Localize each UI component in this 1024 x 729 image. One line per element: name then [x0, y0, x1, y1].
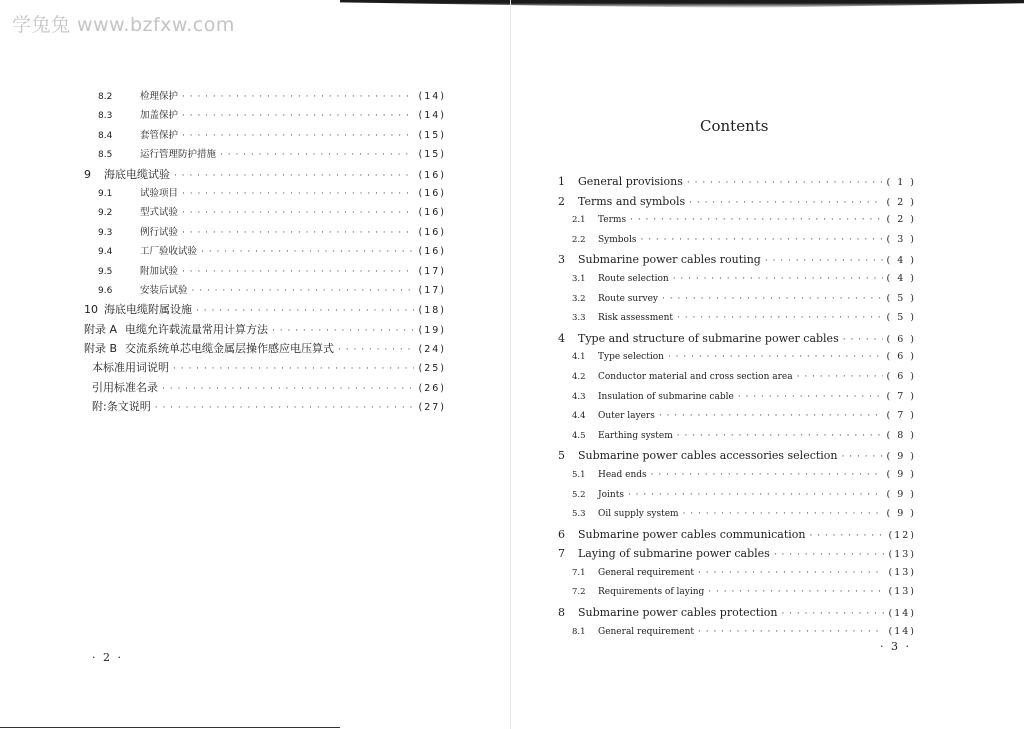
- toc-entry-title: 安装后试验: [140, 284, 188, 296]
- toc-entry-title: General requirement: [598, 626, 695, 637]
- toc-entry-page: (16): [418, 226, 446, 238]
- toc-entry: [84, 282, 446, 301]
- toc-entry-page: (24): [418, 344, 446, 356]
- toc-entry-number: 9.3: [98, 227, 113, 238]
- toc-entry: [558, 547, 916, 567]
- toc-leader-dots: [708, 587, 884, 597]
- toc-entry-number: 附录 B: [84, 342, 118, 356]
- toc-entry-page: ( 4 ): [886, 255, 916, 267]
- toc-entry-title: 例行试验: [140, 226, 179, 238]
- toc-entry: [558, 293, 916, 313]
- toc-entry-page: (17): [418, 265, 446, 277]
- toc-leader-dots: [182, 208, 414, 218]
- toc-entry: [84, 301, 446, 320]
- toc-entry-title: Submarine power cables protection: [578, 606, 778, 620]
- toc-entry-page: ( 5 ): [886, 312, 916, 324]
- toc-entry-page: (16): [418, 187, 446, 199]
- watermark-text: 学兔兔 www.bzfxw.com: [12, 14, 235, 36]
- toc-leader-dots: [192, 286, 415, 296]
- toc-entry-number: 4.5: [572, 430, 586, 441]
- toc-entry-page: ( 9 ): [886, 468, 916, 480]
- toc-leader-dots: [272, 326, 414, 336]
- toc-entry-page: (26): [418, 382, 446, 394]
- toc-entry-number: 4.4: [572, 411, 586, 422]
- toc-entry-page: ( 6 ): [886, 333, 916, 345]
- toc-entry-number: 4.1: [572, 352, 586, 363]
- toc-entry-title: 海底电缆附属设施: [104, 303, 192, 317]
- toc-leader-dots: [182, 189, 414, 199]
- toc-entry: [84, 340, 446, 359]
- toc-entry-page: (13): [888, 586, 916, 598]
- toc-leader-dots: [698, 568, 884, 578]
- toc-entry-title: 附:条文说明: [92, 400, 151, 414]
- toc-entry-page: (14): [888, 625, 916, 637]
- toc-leader-dots: [842, 452, 883, 462]
- toc-leader-dots: [738, 392, 883, 402]
- toc-leader-dots: [689, 198, 882, 208]
- toc-entry: [84, 263, 446, 282]
- toc-entry: [558, 214, 916, 234]
- toc-leader-dots: [651, 470, 883, 480]
- toc-entry-number: 8: [558, 606, 565, 620]
- toc-leader-dots: [220, 150, 414, 160]
- toc-entry-number: 9.2: [98, 208, 113, 219]
- toc-entry: [84, 166, 446, 185]
- toc-leader-dots: [201, 247, 414, 257]
- toc-entry-title: 加盖保护: [140, 110, 179, 122]
- toc-entry-title: 试验项目: [140, 187, 179, 199]
- toc-entry: [558, 332, 916, 352]
- toc-leader-dots: [765, 256, 883, 266]
- toc-entry: [558, 508, 916, 528]
- toc-entry-number: 7.2: [572, 587, 586, 598]
- toc-entry: [84, 224, 446, 243]
- toc-leader-dots: [182, 228, 414, 238]
- toc-entry-title: Terms: [598, 215, 627, 226]
- toc-entry-title: Submarine power cables accessories selection: [578, 449, 838, 463]
- toc-leader-dots: [174, 171, 414, 181]
- toc-entry-number: 8.5: [98, 150, 113, 161]
- toc-entry-page: (13): [888, 549, 916, 561]
- toc-entry: [84, 146, 446, 165]
- toc-entry-number: 7: [558, 547, 565, 561]
- toc-entry: [558, 586, 916, 606]
- toc-entry-title: Requirements of laying: [598, 587, 705, 598]
- toc-entry-title: Submarine power cables communication: [578, 527, 806, 541]
- toc-entry-page: (18): [418, 305, 446, 317]
- toc-entry-number: 10: [84, 303, 98, 317]
- toc-entry-number: 5.1: [572, 469, 586, 480]
- toc-entry-title: Earthing system: [598, 430, 673, 441]
- toc-entry-page: ( 6 ): [886, 351, 916, 363]
- toc-right-page: [558, 175, 916, 645]
- toc-entry-page: ( 2 ): [886, 196, 916, 208]
- page-number-right: · 3 ·: [880, 640, 911, 653]
- toc-leader-dots: [659, 411, 883, 421]
- toc-entry-number: 3.3: [572, 313, 586, 324]
- toc-entry: [558, 528, 916, 548]
- toc-leader-dots: [628, 490, 883, 500]
- toc-entry-page: ( 6 ): [886, 370, 916, 382]
- page-number-left: · 2 ·: [92, 651, 123, 664]
- toc-entry-title: 工厂验收试验: [140, 246, 198, 258]
- toc-entry-page: (27): [418, 402, 446, 414]
- toc-entry: [558, 253, 916, 273]
- toc-entry-number: 6: [558, 527, 565, 541]
- toc-entry-number: 4.3: [572, 391, 586, 402]
- toc-entry-number: 5.2: [572, 489, 586, 500]
- toc-leader-dots: [698, 627, 884, 637]
- toc-leader-dots: [196, 306, 414, 316]
- toc-entry: [558, 489, 916, 509]
- toc-leader-dots: [668, 352, 883, 362]
- toc-entry-title: Oil supply system: [598, 509, 679, 520]
- toc-entry: [84, 185, 446, 204]
- toc-entry-number: 3: [558, 253, 565, 267]
- toc-entry-title: Type and structure of submarine power cables: [578, 331, 839, 345]
- toc-leader-dots: [182, 92, 414, 102]
- toc-entry-page: (19): [418, 324, 446, 336]
- toc-entry-number: 2.2: [572, 234, 586, 245]
- toc-entry-number: 9.1: [98, 188, 113, 199]
- toc-entry-number: 9: [84, 167, 91, 181]
- toc-entry: [84, 379, 446, 398]
- toc-leader-dots: [640, 235, 882, 245]
- toc-entry-title: Symbols: [598, 234, 637, 245]
- toc-entry-number: 2.1: [572, 215, 586, 226]
- toc-entry: [558, 371, 916, 391]
- toc-entry-title: General provisions: [578, 175, 683, 188]
- toc-entry-title: 型式试验: [140, 207, 179, 219]
- toc-entry: [84, 398, 446, 417]
- toc-entry-title: 本标准用词说明: [92, 361, 169, 375]
- toc-entry-page: (16): [418, 207, 446, 219]
- scan-edge-shadow: [340, 0, 1024, 8]
- toc-entry-page: ( 7 ): [886, 410, 916, 422]
- toc-leader-dots: [677, 431, 883, 441]
- toc-entry-page: ( 5 ): [886, 292, 916, 304]
- toc-leader-dots: [630, 215, 882, 225]
- toc-entry-number: 8.1: [572, 626, 586, 637]
- toc-entry: [558, 469, 916, 489]
- toc-leader-dots: [162, 384, 414, 394]
- toc-leader-dots: [781, 609, 884, 619]
- toc-entry-page: (15): [418, 149, 446, 161]
- toc-entry: [558, 410, 916, 430]
- toc-entry: [558, 175, 916, 195]
- toc-leader-dots: [173, 364, 414, 374]
- toc-entry-page: ( 4 ): [886, 272, 916, 284]
- toc-entry-number: 8.3: [98, 111, 113, 122]
- toc-entry: [84, 127, 446, 146]
- toc-entry-page: (16): [418, 169, 446, 181]
- toc-entry: [84, 359, 446, 378]
- toc-leader-dots: [662, 294, 882, 304]
- toc-entry-number: 附录 A: [84, 322, 118, 336]
- toc-entry-title: Risk assessment: [598, 313, 674, 324]
- toc-entry: [84, 243, 446, 262]
- toc-leader-dots: [182, 131, 414, 141]
- toc-entry-number: 5: [558, 449, 565, 463]
- toc-entry-page: ( 3 ): [886, 233, 916, 245]
- toc-entry-number: 3.2: [572, 293, 586, 304]
- toc-entry-number: 3.1: [572, 273, 586, 284]
- toc-entry: [558, 449, 916, 469]
- toc-leader-dots: [673, 274, 883, 284]
- toc-entry-title: 引用标准名录: [92, 380, 158, 394]
- toc-entry-page: ( 7 ): [886, 390, 916, 402]
- toc-entry-number: 8.2: [98, 92, 113, 102]
- toc-leader-dots: [843, 335, 883, 345]
- page-gutter: [510, 0, 511, 729]
- toc-leader-dots: [182, 267, 414, 277]
- toc-entry-number: 4.2: [572, 371, 586, 382]
- toc-entry-number: 9.5: [98, 266, 113, 277]
- toc-entry-title: Submarine power cables routing: [578, 253, 761, 267]
- toc-entry-page: (15): [418, 129, 446, 141]
- toc-entry-title: 运行管理防护措施: [140, 149, 217, 161]
- toc-entry-page: (25): [418, 363, 446, 375]
- toc-entry-title: Terms and symbols: [578, 194, 686, 208]
- scan-bottom-edge: [0, 727, 340, 728]
- toc-entry-title: Type selection: [598, 352, 664, 363]
- toc-leader-dots: [338, 345, 414, 355]
- toc-entry-title: Joints: [598, 489, 624, 500]
- toc-entry-title: 海底电缆试验: [104, 167, 170, 181]
- toc-entry-number: 4: [558, 331, 565, 345]
- toc-entry-page: (14): [888, 608, 916, 620]
- toc-entry-number: 2: [558, 194, 565, 208]
- toc-leader-dots: [182, 111, 414, 121]
- toc-entry-page: (17): [418, 284, 446, 296]
- toc-entry-title: 交流系统单芯电缆金属层操作感应电压算式: [125, 342, 335, 356]
- toc-entry: [84, 107, 446, 126]
- toc-entry-page: ( 2 ): [886, 214, 916, 226]
- toc-entry-page: (12): [888, 529, 916, 541]
- contents-heading: Contents: [700, 117, 769, 135]
- toc-leader-dots: [687, 178, 883, 188]
- toc-entry-page: ( 8 ): [886, 429, 916, 441]
- toc-leader-dots: [155, 403, 415, 413]
- toc-leader-dots: [677, 313, 882, 323]
- toc-entry-title: Conductor material and cross section area: [598, 371, 793, 382]
- toc-entry-title: Head ends: [598, 469, 647, 480]
- toc-entry-title: 附加试验: [140, 265, 179, 277]
- toc-entry: [558, 567, 916, 587]
- toc-entry-title: Insulation of submarine cable: [598, 391, 734, 402]
- toc-entry-title: Laying of submarine power cables: [578, 547, 770, 561]
- toc-entry-number: 5.3: [572, 509, 586, 520]
- toc-entry-number: 1: [558, 175, 565, 188]
- toc-entry-title: Outer layers: [598, 411, 655, 422]
- toc-leader-dots: [810, 531, 885, 541]
- toc-entry-number: 8.4: [98, 130, 113, 141]
- toc-entry-title: Route selection: [598, 273, 669, 284]
- toc-entry: [558, 351, 916, 371]
- toc-entry-title: General requirement: [598, 567, 695, 578]
- toc-entry-title: 检理保护: [140, 91, 179, 102]
- toc-entry: [84, 321, 446, 340]
- toc-entry-number: 9.4: [98, 247, 113, 258]
- toc-left-page: [84, 88, 446, 418]
- toc-entry: [558, 430, 916, 450]
- toc-entry: [84, 204, 446, 223]
- toc-entry: [558, 391, 916, 411]
- toc-entry: [558, 234, 916, 254]
- toc-entry: [558, 626, 916, 646]
- toc-entry-page: (13): [888, 566, 916, 578]
- toc-entry-title: 套管保护: [140, 129, 179, 141]
- toc-entry: [558, 312, 916, 332]
- toc-entry-page: ( 9 ): [886, 488, 916, 500]
- toc-entry-page: (16): [418, 246, 446, 258]
- toc-entry-title: Route survey: [598, 293, 659, 304]
- toc-entry-page: (14): [418, 91, 446, 102]
- toc-entry-title: 电缆允许载流量常用计算方法: [125, 322, 269, 336]
- toc-entry-page: ( 1 ): [886, 177, 916, 188]
- toc-entry: [558, 195, 916, 215]
- toc-leader-dots: [774, 550, 885, 560]
- toc-entry-number: 9.6: [98, 285, 113, 296]
- toc-leader-dots: [797, 372, 883, 382]
- toc-entry: [558, 606, 916, 626]
- toc-entry: [558, 273, 916, 293]
- toc-entry-page: ( 9 ): [886, 508, 916, 520]
- toc-entry-page: ( 9 ): [886, 451, 916, 463]
- toc-leader-dots: [683, 509, 883, 519]
- toc-entry: [84, 88, 446, 107]
- toc-entry-number: 7.1: [572, 567, 586, 578]
- toc-entry-page: (14): [418, 110, 446, 122]
